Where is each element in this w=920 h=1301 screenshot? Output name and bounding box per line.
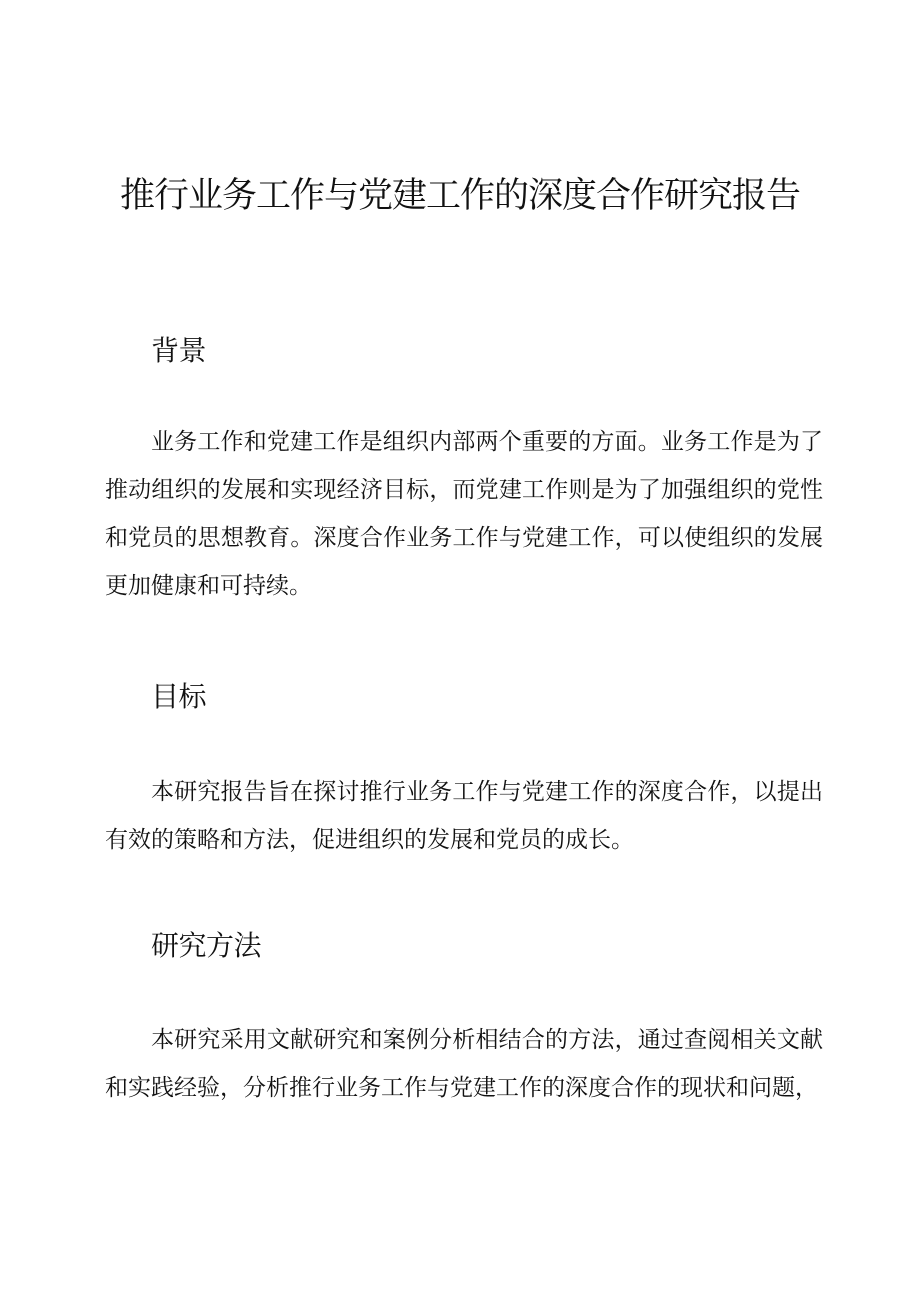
section-paragraph-goal: 本研究报告旨在探讨推行业务工作与党建工作的深度合作，以提出有效的策略和方法，促进组织的发展和党员的成长。 (105, 779, 823, 853)
section-heading-background: 背景 (151, 334, 207, 367)
document-title: 推行业务工作与党建工作的深度合作研究报告 (119, 176, 800, 216)
section-heading-goal: 目标 (151, 680, 207, 713)
section-paragraph-background: 业务工作和党建工作是组织内部两个重要的方面。业务工作是为了推动组织的发展和实现经济目标，而党建工作则是为了加强组织的党性和党员的思想教育。深度合作业务工作与党建工作，可以使组织的发展更加健康和可持续。 (105, 429, 823, 599)
section-heading-method: 研究方法 (151, 929, 262, 962)
section-paragraph-method: 本研究采用文献研究和案例分析相结合的方法，通过查阅相关文献和实践经验，分析推行业务工作与党建工作的深度合作的现状和问题， (105, 1027, 823, 1101)
